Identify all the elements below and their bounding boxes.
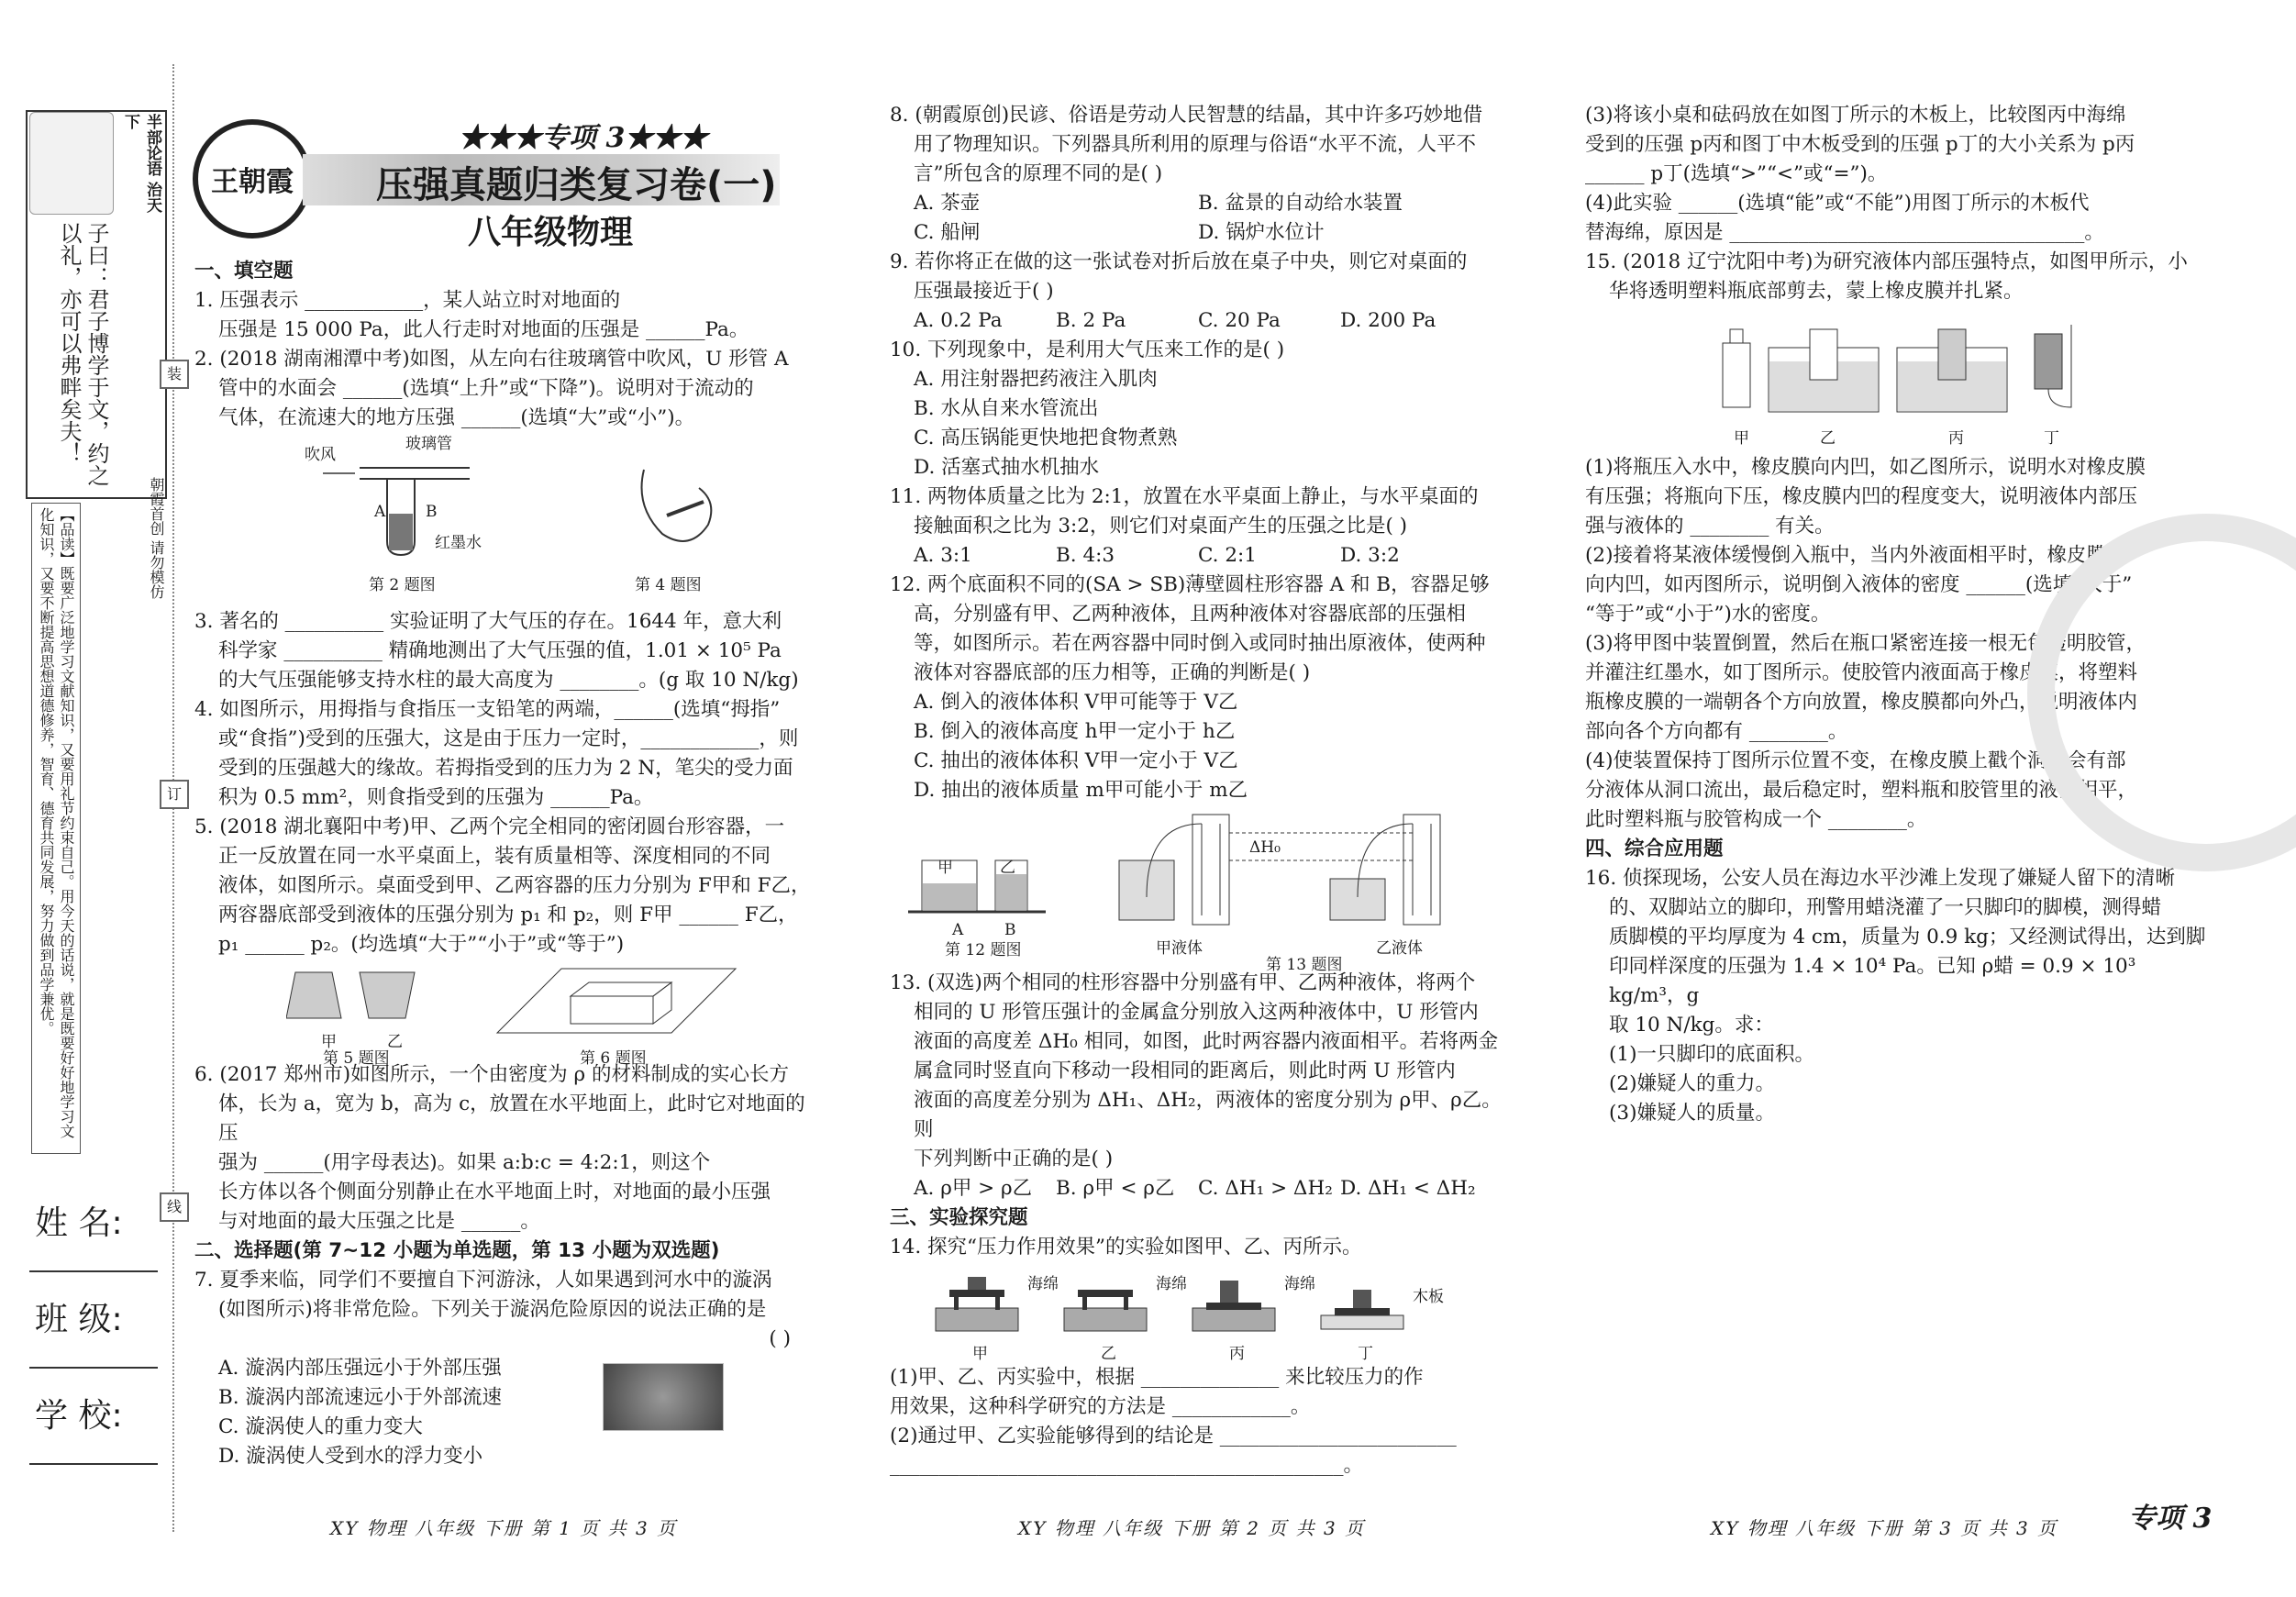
option: B. 水从自来水管流出 [914,397,1099,420]
figure-row [890,1262,1514,1363]
figure-label: 乙液体 [1376,939,1423,958]
section-heading: 二、选择题(第 7~12 小题为单选题，第 13 小题为双选题) [194,1239,720,1262]
question-line: 11. 两物体质量之比为 2:1，放置在水平桌面上静止，与水平桌面的 [890,485,1479,508]
column-1 [194,257,818,1471]
option: A. 茶壶 [914,192,981,215]
question-line: 压强是 15 000 Pa，此人行走时对地面的压强是 ______Pa。 [218,318,749,341]
figure-label: 乙 [1000,859,1015,877]
cut-mark-3: 线 [160,1192,189,1222]
question-line: 向内凹，如丙图所示，说明倒入液体的密度 ______(选填“大于” [1585,573,2133,596]
figure-label: 甲 [321,1033,337,1051]
question-line: ______________________________________________。 [890,1454,1364,1477]
option: B. 4:3 [1056,544,1115,567]
figure-label: 甲 [937,859,953,877]
option: D. 漩涡使人受到水的浮力变小 [218,1445,483,1468]
option: (3)嫌疑人的质量。 [1609,1102,1775,1125]
option: C. 20 Pa [1198,309,1281,332]
figure-label: 木板 [1413,1288,1444,1306]
option: D. 3:2 [1340,544,1400,567]
figure-caption: 第 13 题图 [1266,956,1343,974]
brand-logo: 王朝霞 [193,119,312,238]
option: B. 倒入的液体高度 h甲一定小于 h乙 [914,720,1236,743]
question-line: 并灌注红墨水，如丁图所示。使胶管内液面高于橡皮膜，将塑料 [1585,661,2138,684]
hand-pencil-figure [626,451,727,552]
question-line: 7. 夏季来临，同学们不要擅自下河游泳，人如果遇到河水中的漩涡 [194,1269,772,1292]
option: A. 0.2 Pa [914,309,1003,332]
question-line: 瓶橡皮膜的一端朝各个方向放置，橡皮膜都向外凸，说明液体内 [1585,691,2138,714]
question-line: 液面的高度差 ΔH₀ 相同，如图，此时两容器内液面相平。若将两金 [914,1030,1499,1053]
figure-label: 甲 [1734,429,1749,448]
question-line: 受到的压强越大的缘故。若拇指受到的压力为 2 N，笔尖的受力面 [218,757,793,780]
question-line: 14. 探究“压力作用效果”的实验如图甲、乙、丙所示。 [890,1236,1362,1259]
figure-label: 海绵 [1284,1275,1315,1293]
question-line: 强与液体的 ________ 有关。 [1585,515,1835,538]
question-line: 与对地面的最大压强之比是 ______。 [218,1210,540,1233]
question-line: 体，长为 a，宽为 b，高为 c，放置在水平地面上，此时它对地面的压 [218,1092,805,1145]
bottle-experiment-figure [1714,316,2117,416]
whirlpool-photo [603,1363,724,1431]
section-heading: 三、实验探究题 [890,1206,1028,1229]
question-line: 用效果，这种科学研究的方法是 ____________。 [890,1395,1311,1418]
cut-mark-2: 订 [160,780,189,809]
question-line: 质脚模的平均厚度为 4 cm，质量为 0.9 kg；又经测试得出，达到脚 [1609,926,2206,948]
option: C. 船闸 [914,221,981,244]
school-label: 学 校: [35,1397,123,1435]
figure-label: B [426,503,438,521]
question-line: (如图所示)将非常危险。下列关于漩涡危险原因的说法正确的是 [218,1298,767,1321]
question-line: 8. (朝霞原创)民谚、俗语是劳动人民智慧的结晶，其中许多巧妙地借 [890,104,1483,127]
option: B. 盆景的自动给水装置 [1198,192,1403,215]
question-line: 正一反放置在同一水平桌面上，装有质量相等、深度相同的不同 [218,845,771,868]
question-line: (1)将瓶压入水中，橡皮膜向内凹，如乙图所示，说明水对橡皮膜 [1585,456,2146,479]
figure-label: A [374,503,386,521]
figure-label: 乙 [1101,1345,1116,1363]
option: B. 2 Pa [1056,309,1126,332]
option: D. 活塞式抽水机抽水 [914,456,1100,479]
figure-caption: 第 12 题图 [945,941,1022,959]
figure-row [194,433,818,607]
confucius-quote: 子曰：君子博学于文，约之以礼，亦可以弗畔矣夫！ [56,222,109,486]
question-line: 管中的水面会 ______(选填“上升”或“下降”)。说明对于流动的 [218,377,754,400]
question-line: 印同样深度的压强为 1.4 × 10⁴ Pa。已知 ρ蜡 = 0.9 × 10³ kg/m³，g [1609,955,2136,1007]
containers-ab-figure [908,842,1046,925]
question-line: 长方体以各个侧面分别静止在水平地面上时，对地面的最小压强 [218,1181,771,1203]
column-2 [890,101,1514,1481]
question-line: 分液体从洞口流出，最后稳定时，塑料瓶和胶管里的液面相平， [1585,779,2138,802]
option: C. 抽出的液体体积 V甲一定小于 V乙 [914,749,1238,772]
footer-page-2: XY 物理 八年级 下册 第 2 页 共 3 页 [1018,1517,1366,1539]
figure-label: 海绵 [1156,1275,1187,1293]
question-line: 6. (2017 郑州市)如图所示，一个由密度为 ρ 的材料制成的实心长方 [194,1063,789,1086]
school-line[interactable] [29,1463,158,1465]
question-line: (2)接着将某液体缓慢倒入瓶中，当内外液面相平时，橡皮膜仍 [1585,544,2126,567]
question-line: 液面的高度差分别为 ΔH₁、ΔH₂，两液体的密度分别为 ρ甲、ρ乙。则 [914,1089,1502,1141]
question-line: 气体，在流速大的地方压强 ______(选填“大”或“小”)。 [218,406,695,429]
question-line: 的、双脚站立的脚印，刑警用蜡浇灌了一只脚印的脚模，测得蜡 [1609,896,2162,919]
question-line: (3)将甲图中装置倒置，然后在瓶口紧密连接一根无色透明胶管， [1585,632,2146,655]
option: A. ρ甲 > ρ乙 [914,1177,1033,1200]
page-title: 压强真题归类复习卷(一) [376,164,777,206]
question-line: 此时塑料瓶与胶管构成一个 ________。 [1585,808,1927,831]
question-line: 或“食指”)受到的压强大，这是由于压力一定时，____________，则 [218,727,799,750]
figure-label: 甲 [972,1345,988,1363]
question-line: (1)甲、乙、丙实验中，根据 ______________ 来比较压力的作 [890,1366,1424,1389]
confucius-logo [29,112,114,215]
question-line: p₁ ______ p₂。(均选填“大于”“小于”或“等于”) [218,933,625,956]
question-line: (4)使装置保持丁图所示位置不变，在橡皮膜上戳个洞，会有部 [1585,749,2126,772]
reading-note: 【品读】既要广泛地学习文献知识，又要用礼节约束自己。用今天的话说，就是既要好好地学习文化知识，又要不断提高思想道德修养，智育、德育共同发展，努力做到品学兼优。 [31,503,81,1154]
figure-label: ΔH₀ [1249,838,1281,857]
answer-bracket: ( ) [769,1327,791,1350]
figure-label: 红墨水 [435,534,482,552]
figure-caption: 第 5 题图 [323,1049,390,1068]
question-line: 5. (2018 湖北襄阳中考)甲、乙两个完全相同的密闭圆台形容器，一 [194,815,785,838]
question-line: 13. (双选)两个相同的柱形容器中分别盛有甲、乙两种液体，将两个 [890,971,1476,994]
figure-label: 甲液体 [1156,939,1203,958]
question-line: 10. 下列现象中，是利用大气压来工作的是( ) [890,338,1285,361]
question-line: 9. 若你将正在做的这一张试卷对折后放在桌子中央，则它对桌面的 [890,250,1468,273]
figure-label: A [952,921,964,939]
question-line: 4. 如图所示，用拇指与食指压一支铅笔的两端，______(选填“拇指” [194,698,781,721]
figure-label: 乙 [1820,429,1836,448]
figure-label: 丁 [1358,1345,1373,1363]
option: B. 漩涡内部流速远小于外部流速 [218,1386,502,1409]
question-line: 部向各个方向都有 ________。 [1585,720,1848,743]
figure-label: 吹风 [305,446,336,464]
option: A. 3:1 [914,544,972,567]
question-line: 3. 著名的 __________ 实验证明了大气压的存在。1644 年，意大利 [194,610,782,633]
option: A. 漩涡内部压强远小于外部压强 [218,1357,502,1380]
option: A. 用注射器把药液注入肌肉 [914,368,1158,391]
figure-row [1585,306,2209,453]
quote-tag: 半部论语 治天下 [121,114,161,213]
figure-caption: 第 4 题图 [635,576,702,594]
figure-row [194,959,818,1068]
question-line: 积为 0.5 mm²，则食指受到的压强为 ______Pa。 [218,786,654,809]
footer-page-1: XY 物理 八年级 下册 第 1 页 共 3 页 [330,1517,678,1539]
frustum-containers-figure [286,963,424,1027]
option: C. 2:1 [1198,544,1257,567]
question-line: 用了物理知识。下列器具所利用的原理与俗语“水平不流，人平不 [914,133,1476,156]
option: (1)一只脚印的底面积。 [1609,1043,1814,1066]
figure-label: 丙 [1948,429,1964,448]
section-heading: 四、综合应用题 [1585,837,1724,860]
question-line: 2. (2018 湖南湘潭中考)如图，从左向右往玻璃管中吹风，U 形管 A [194,348,789,371]
option: D. 200 Pa [1340,309,1436,332]
option: D. ΔH₁ < ΔH₂ [1340,1177,1476,1200]
question-line: 等，如图所示。若在两容器中同时倒入或同时抽出原液体，使两种 [914,632,1486,655]
question-line: (4)此实验 ______(选填“能”或“不能”)用图丁所示的木板代 [1585,192,2090,215]
footer-topic: 专项 3 [2128,1503,2213,1535]
question-line: 科学家 __________ 精确地测出了大气压强的值，1.01 × 10⁵ Pa [218,639,782,662]
cuboid-figure [488,959,745,1042]
question-line: 属盒同时竖直向下移动一段相同的距离后，则此时两 U 形管内 [914,1059,1456,1082]
figure-label: B [1004,921,1016,939]
figure-label: 丁 [2044,429,2059,448]
question-line: 华将透明塑料瓶底部剪去，蒙上橡皮膜并扎紧。 [1609,280,2024,303]
option: C. ΔH₁ > ΔH₂ [1198,1177,1333,1200]
option: D. 锅炉水位计 [1198,221,1325,244]
class-line[interactable] [29,1367,158,1369]
option: C. 漩涡使人的重力变大 [218,1415,423,1438]
question-line: 16. 侦探现场，公安人员在海边水平沙滩上发现了嫌疑人留下的清晰 [1585,867,2176,890]
question-line: 液体，如图所示。桌面受到甲、乙两容器的压力分别为 F甲和 F乙， [218,874,811,897]
notice: 朝霞首创 请勿模仿 [148,477,165,600]
cut-mark-1: 装 [160,360,189,389]
question-line: 替海绵，原因是 ____________________________________。 [1585,221,2104,244]
question-line: 12. 两个底面积不同的(SA > SB)薄壁圆柱形容器 A 和 B，容器足够 [890,573,1490,596]
question-line: ______ p丁(选填“>”“<”或“=”)。 [1585,162,1888,185]
question-line: 1. 压强表示 ____________，某人站立时对地面的 [194,289,621,312]
option: (2)嫌疑人的重力。 [1609,1072,1775,1095]
question-line: 两容器底部受到液体的压强分别为 p₁ 和 p₂，则 F甲 ______ F乙， [218,904,798,926]
question-line: 下列判断中正确的是( ) [914,1148,1114,1170]
page-subtitle: 八年级物理 [468,214,634,251]
question-line: (3)将该小桌和砝码放在如图丁所示的木板上，比较图丙中海绵 [1585,104,2126,127]
question-line: 高，分别盛有甲、乙两种液体，且两种液体对容器底部的压强相 [914,603,1467,626]
question-line: 压强最接近于( ) [914,280,1054,303]
question-line: 强为 ______(用字母表达)。如果 a:b:c = 4:2:1，则这个 [218,1151,711,1174]
question-line: 15. (2018 辽宁沈阳中考)为研究液体内部压强特点，如图甲所示，小 [1585,250,2188,273]
option: B. ρ甲 < ρ乙 [1056,1177,1175,1200]
question-line: 受到的压强 p丙和图丁中木板受到的压强 p丁的大小关系为 p丙 [1585,133,2135,156]
question-line: 接触面积之比为 3:2，则它们对桌面产生的压强之比是( ) [914,515,1408,538]
option: C. 高压锅能更快地把食物煮熟 [914,427,1178,449]
figure-label: 海绵 [1027,1275,1059,1293]
figure-label: 丙 [1229,1345,1245,1363]
figure-label: 玻璃管 [405,435,452,453]
question-line: 有压强；将瓶向下压，橡皮膜内凹的程度变大，说明液体内部压 [1585,485,2138,508]
question-line: 言”所包含的原理不同的是( ) [914,162,1163,185]
topic-label: ★★★专项 3★★★ [459,122,708,154]
figure-row [890,805,1514,974]
section-heading: 一、填空题 [194,260,294,283]
option: D. 抽出的液体质量 m甲可能小于 m乙 [914,779,1248,802]
question-line: (2)通过甲、乙实验能够得到的结论是 ________________________ [890,1425,1457,1447]
question-line: 的大气压强能够支持水柱的最大高度为 ________。(g 取 10 N/kg) [218,669,799,692]
question-line: “等于”或“小于”)水的密度。 [1585,603,1831,626]
name-line[interactable] [29,1270,158,1272]
option: A. 倒入的液体体积 V甲可能等于 V乙 [914,691,1238,714]
footer-page-3: XY 物理 八年级 下册 第 3 页 共 3 页 [1711,1517,2058,1539]
u-manometer-figure [1110,805,1495,934]
question-line: 液体对容器底部的压力相等，正确的判断是( ) [914,661,1311,684]
class-label: 班 级: [35,1301,123,1338]
figure-caption: 第 2 题图 [369,576,436,594]
question-line: 相同的 U 形管压强计的金属盒分别放入这两种液体中，U 形管内 [914,1001,1479,1024]
figure-caption: 第 6 题图 [580,1049,647,1068]
name-label: 姓 名: [35,1204,123,1242]
figure-label: 乙 [387,1033,403,1051]
question-line: 取 10 N/kg。求： [1609,1014,1774,1037]
